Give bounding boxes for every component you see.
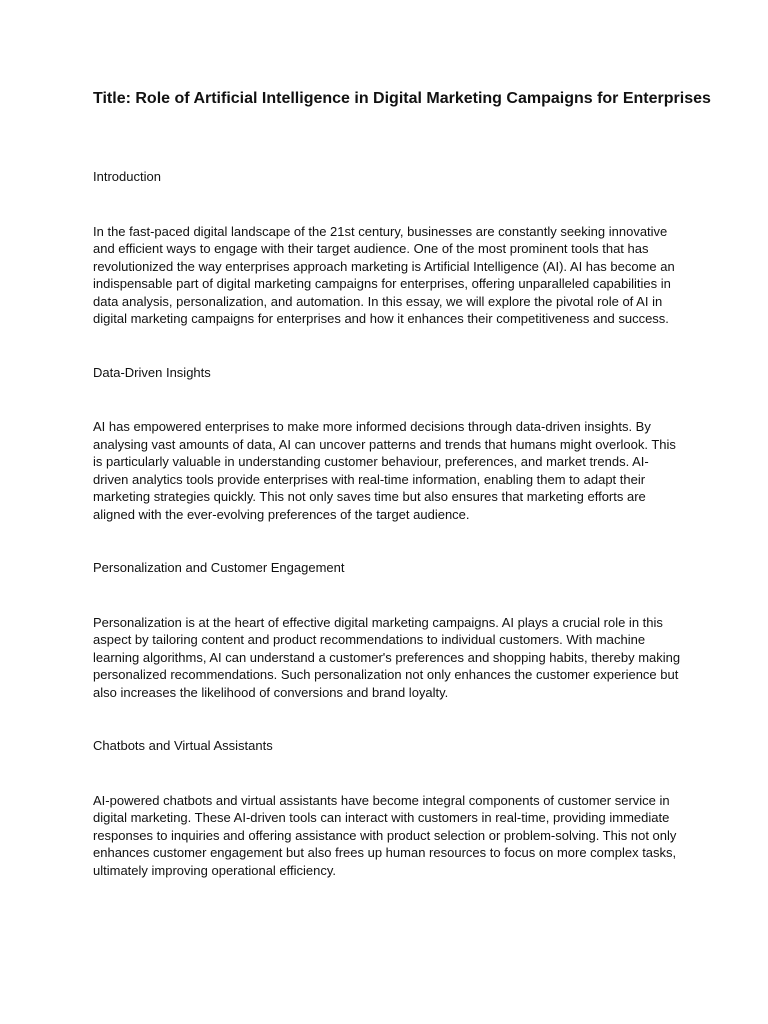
section-heading: Data-Driven Insights	[93, 364, 211, 380]
section-heading: Introduction	[93, 169, 161, 184]
section-paragraph: AI has empowered enterprises to make more informed decisions through data-driven insights. By analysing vast amounts of data, AI can uncover patterns and trends that humans might overlook. This is particularly valuable in understanding customer behaviour, preferences, and market trends. AI-driven analytics tools provide enterprises with real-time information, enabling them to adapt their marketing strategies quickly. This not only saves time but also ensures that marketing efforts are aligned with the ever-evolving preferences of the target audience.	[93, 419, 676, 522]
section-chatbots	[93, 737, 683, 879]
section-paragraph: Personalization is at the heart of effective digital marketing campaigns. AI plays a crucial role in this aspect by tailoring content and product recommendations to individual customers. With machine learning algorithms, AI can understand a customer's preferences and shopping habits, thereby making personalized recommendations. Such personalization not only enhances the customer experience but also increases the likelihood of conversions and brand loyalty.	[93, 614, 681, 700]
section-paragraph: AI-powered chatbots and virtual assistants have become integral components of customer service in digital marketing. These AI-driven tools can interact with customers in real-time, providing immediate responses to inquiries and offering assistance with product selection or problem-solving. This not only enhances customer engagement but also frees up human resources to focus on more complex tasks, ultimately improving operational efficiency.	[93, 792, 677, 878]
section-heading: Chatbots and Virtual Assistants	[93, 738, 273, 753]
document-title: Title: Role of Artificial Intelligence in Digital Marketing Campaigns for Enterprises	[93, 90, 711, 107]
section-heading: Personalization and Customer Engagement	[93, 560, 345, 575]
section-data-driven-insights	[93, 364, 683, 560]
section-personalization	[93, 559, 683, 737]
section-paragraph: In the fast-paced digital landscape of the 21st century, businesses are constantly seeking innovative and efficient ways to engage with their target audience. One of the most prominent tools that has revolutionized the way enterprises approach marketing is Artificial Intelligence (AI). AI has become an indispensable part of digital marketing campaigns for enterprises, offering unparalleled capabilities in data analysis, personalization, and automation. In this essay, we will explore the pivotal role of AI in digital marketing campaigns for enterprises and how it enhances their competitiveness and success.	[93, 223, 675, 326]
section-introduction	[93, 168, 683, 364]
document-body	[93, 168, 683, 879]
